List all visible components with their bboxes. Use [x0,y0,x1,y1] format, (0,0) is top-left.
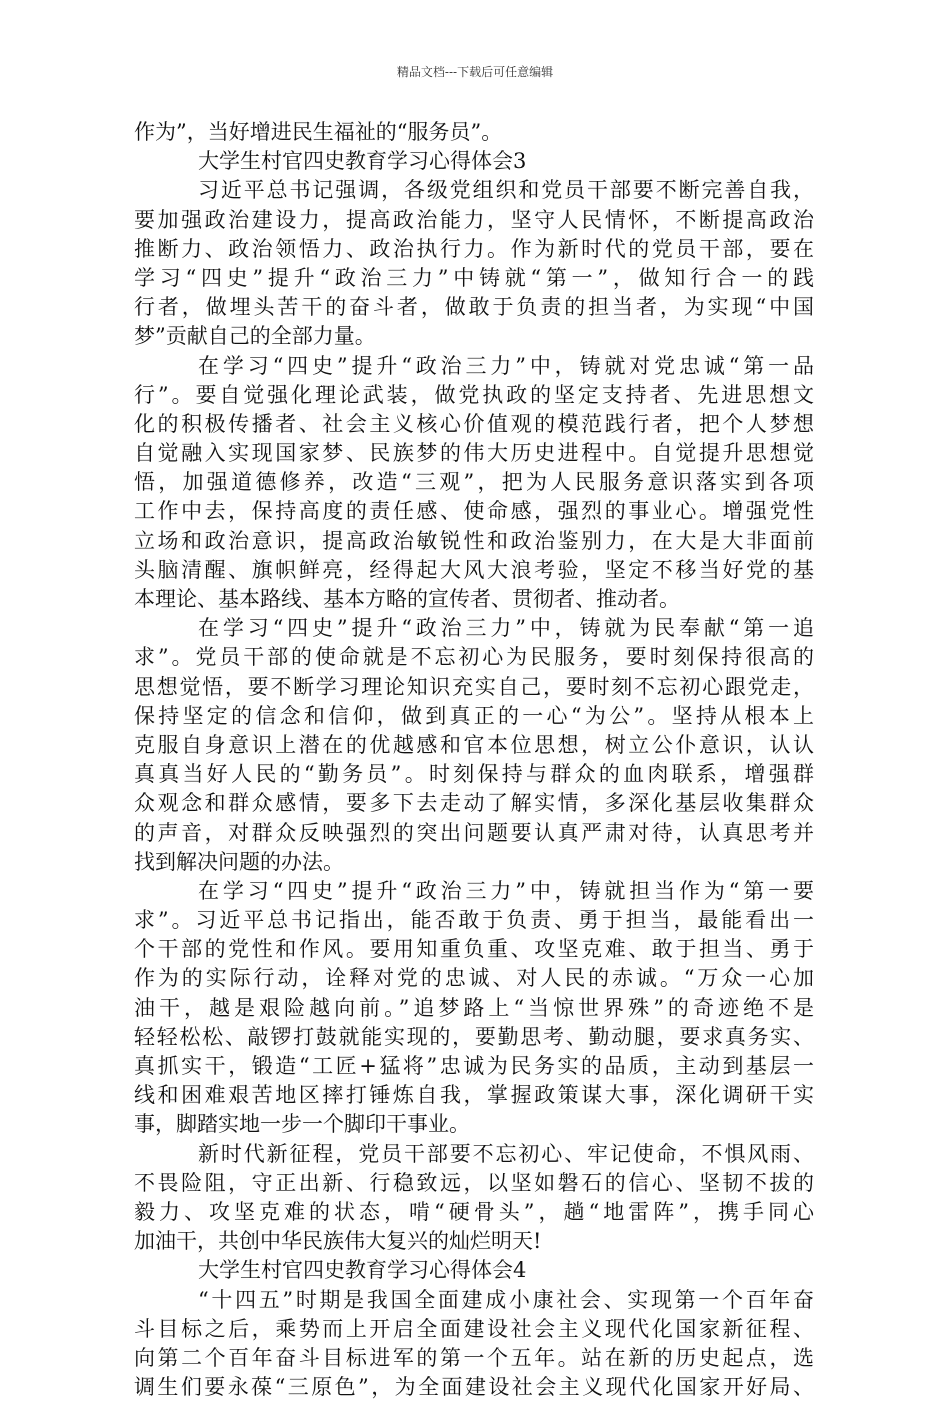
text-line: 轻轻松松、敲锣打鼓就能实现的，要勤思考、勤动腿，要求真务实、 [134,1024,814,1049]
text-line: 众观念和群众感情，要多下去走动了解实情，多深化基层收集群众 [134,791,814,816]
text-line: 事，脚踏实地一步一个脚印干事业。 [134,1112,470,1137]
text-line: 在学习“四史”提升“政治三力”中，铸就为民奉献“第一追 [198,616,814,641]
text-line: 习近平总书记强调，各级党组织和党员干部要不断完善自我， [198,178,814,203]
document-body [134,118,814,1402]
text-line: 自觉融入实现国家梦、民族梦的伟大历史进程中。自觉提升思想觉 [134,441,814,466]
text-line: 向第二个百年奋斗目标进军的第一个五年。站在新的历史起点，选 [134,1345,814,1370]
text-line: 行”。要自觉强化理论武装，做党执政的坚定支持者、先进思想文 [134,382,814,407]
text-line: 推断力、政治领悟力、政治执行力。作为新时代的党员干部，要在 [134,236,814,261]
text-line: 在学习“四史”提升“政治三力”中，铸就担当作为“第一要 [198,878,814,903]
text-line: 化的积极传播者、社会主义核心价值观的模范践行者，把个人梦想 [134,411,814,436]
section-title: 大学生村官四史教育学习心得体会3 [198,149,527,174]
text-line: 求”。习近平总书记指出，能否敢于负责、勇于担当，最能看出一 [134,908,814,933]
text-line: 不畏险阻，守正出新、行稳致远，以坚如磐石的信心、坚韧不拔的 [134,1170,814,1195]
text-line: 头脑清醒、旗帜鲜亮，经得起大风大浪考验，坚定不移当好党的基 [134,557,814,582]
text-line: 作为的实际行动，诠释对党的忠诚、对人民的赤诚。“万众一心加 [134,966,814,991]
text-line: 学习“四史”提升“政治三力”中铸就“第一”，做知行合一的践 [134,265,814,290]
text-line: 毅力、攻坚克难的状态，啃“硬骨头”，趟“地雷阵”，携手同心 [134,1199,814,1224]
text-line: 作为”，当好增进民生福祉的“服务员”。 [134,120,503,144]
text-line: 本理论、基本路线、基本方略的宣传者、贯彻者、推动者。 [134,587,680,611]
text-line: 斗目标之后，乘势而上开启全面建设社会主义现代化国家新征程、 [134,1316,814,1341]
text-line: 求”。党员干部的使命就是不忘初心为民服务，要时刻保持很高的 [134,645,814,670]
text-line: 加油干，共创中华民族伟大复兴的灿烂明天! [134,1229,542,1254]
text-line: 思想觉悟，要不断学习理论知识充实自己，要时刻不忘初心跟党走， [134,674,814,699]
text-line: 行者，做埋头苦干的奋斗者，做敢于负责的担当者，为实现“中国 [134,295,814,320]
text-line: 线和困难艰苦地区摔打锤炼自我，掌握政策谋大事，深化调研干实 [134,1083,814,1108]
text-line: 新时代新征程，党员干部要不忘初心、牢记使命，不惧风雨、 [198,1141,814,1166]
section-title: 大学生村官四史教育学习心得体会4 [198,1258,527,1283]
text-line: 调生们要永葆“三原色”，为全面建设社会主义现代化国家开好局、 [134,1375,814,1400]
text-line: 找到解决问题的办法。 [134,849,344,874]
text-line: 工作中去，保持高度的责任感、使命感，强烈的事业心。增强党性 [134,499,814,524]
text-line: 真抓实干，锻造“工匠+猛将”忠诚为民务实的品质，主动到基层一 [134,1054,814,1078]
text-line: 梦”贡献自己的全部力量。 [134,324,376,349]
text-line: 保持坚定的信念和信仰，做到真正的一心“为公”。坚持从根本上 [134,703,814,728]
text-line: 油干，越是艰险越向前。”追梦路上“当惊世界殊”的奇迹绝不是 [134,995,814,1020]
text-line: “十四五”时期是我国全面建成小康社会、实现第一个百年奋 [198,1287,814,1312]
text-line: 悟，加强道德修养，改造“三观”，把为人民服务意识落实到各项 [134,470,814,495]
page-header: 精品文档---下载后可任意编辑 [396,65,554,79]
text-line: 要加强政治建设力，提高政治能力，坚守人民情怀，不断提高政治 [134,207,814,232]
text-line: 克服自身意识上潜在的优越感和官本位思想，树立公仆意识，认认 [134,732,814,757]
text-line: 在学习“四史”提升“政治三力”中，铸就对党忠诚“第一品 [198,353,814,378]
text-line: 真真当好人民的“勤务员”。时刻保持与群众的血肉联系，增强群 [134,762,814,787]
text-line: 个干部的党性和作风。要用知重负重、攻坚克难、敢于担当、勇于 [134,937,814,962]
text-line: 立场和政治意识，提高政治敏锐性和政治鉴别力，在大是大非面前 [134,528,814,553]
text-line: 的声音，对群众反映强烈的突出问题要认真严肃对待，认真思考并 [134,820,814,845]
